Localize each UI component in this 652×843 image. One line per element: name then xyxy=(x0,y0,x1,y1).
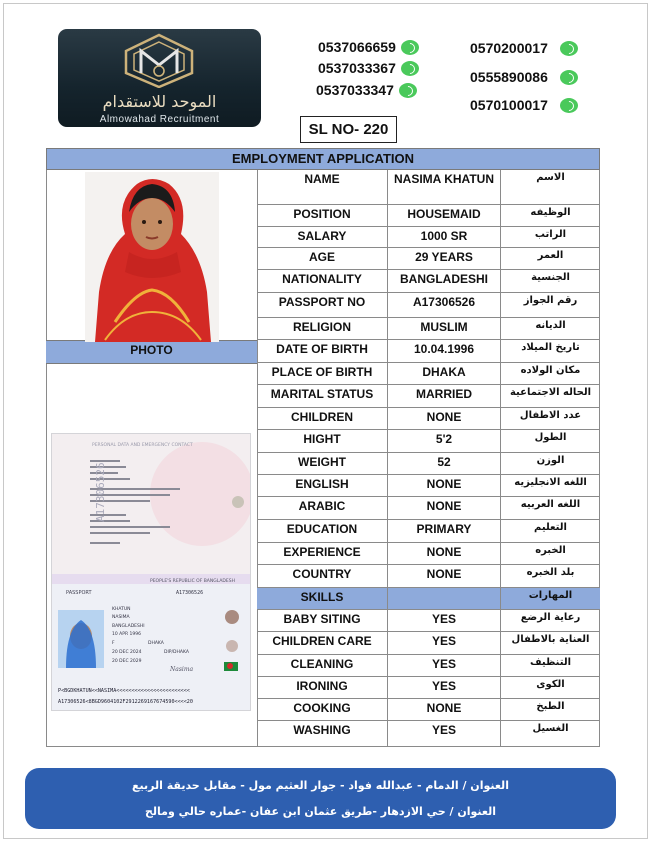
field-value: MARRIED xyxy=(388,385,501,407)
logo-arabic-name: الموحد للاستقدام xyxy=(102,92,217,111)
field-label: WASHING xyxy=(257,721,388,746)
table-row xyxy=(257,721,600,747)
passport-dob: 10 APR 1996 xyxy=(112,632,141,637)
field-label: RELIGION xyxy=(257,318,388,339)
field-arabic-label: الكوى xyxy=(536,679,565,690)
field-value: YES xyxy=(388,632,501,654)
whatsapp-icon xyxy=(401,40,419,55)
phone-number: 0537033347 xyxy=(316,82,394,98)
field-label: POSITION xyxy=(257,205,388,226)
phone-number: 0555890086 xyxy=(470,69,548,85)
field-arabic-label: اللغه العربيه xyxy=(520,499,581,510)
field-label: NATIONALITY xyxy=(257,270,388,292)
field-arabic-label: الطبخ xyxy=(536,701,565,712)
field-arabic-label: التنظيف xyxy=(529,657,572,668)
field-label: IRONING xyxy=(257,677,388,698)
table-row xyxy=(257,677,600,699)
field-label: HIGHT xyxy=(257,430,388,452)
table-row xyxy=(257,408,600,430)
field-value: NASIMA KHATUN xyxy=(388,170,501,204)
phone-right-2[interactable] xyxy=(470,67,578,87)
field-value: NONE xyxy=(388,475,501,496)
passport-issue-date: 20 DEC 2024 xyxy=(112,650,142,655)
field-arabic-label: عدد الاطفال xyxy=(519,410,582,421)
phone-right-3[interactable] xyxy=(470,95,578,115)
passport-scan xyxy=(51,433,251,711)
whatsapp-icon xyxy=(560,70,578,85)
field-value: YES xyxy=(388,610,501,631)
field-value: NONE xyxy=(388,497,501,519)
field-label: BABY SITING xyxy=(257,610,388,631)
field-value: A17306526 xyxy=(388,293,501,317)
field-value: DHAKA xyxy=(388,363,501,384)
passport-signature: Nasima xyxy=(170,666,194,673)
field-arabic-label: الغسيل xyxy=(532,723,569,734)
address-footer xyxy=(25,768,616,829)
field-value: PRIMARY xyxy=(388,520,501,542)
field-arabic-label: مكان الولاده xyxy=(520,365,581,376)
candidate-photo xyxy=(85,172,219,342)
table-row xyxy=(257,632,600,655)
field-arabic-label: الحاله الاجتماعية xyxy=(509,387,592,398)
table-row xyxy=(257,543,600,565)
field-label: NAME xyxy=(257,170,388,204)
phone-number: 0537033367 xyxy=(318,60,396,76)
field-arabic-label: اللغه الانجليزيه xyxy=(514,477,587,488)
field-value: YES xyxy=(388,721,501,746)
field-arabic-label: الجنسية xyxy=(531,272,570,283)
phone-left-2[interactable] xyxy=(318,58,419,78)
field-label: COOKING xyxy=(257,699,388,720)
table-row xyxy=(257,655,600,677)
field-label: AGE xyxy=(257,248,388,269)
field-value: YES xyxy=(388,655,501,676)
field-arabic-label: العناية بالاطفال xyxy=(511,634,590,645)
address-line-2: العنوان / حي الازدهار -طريق عثمان ابن عفان -عماره حالي ومالح xyxy=(144,805,497,818)
field-arabic-label: الاسم xyxy=(536,172,565,183)
phone-number: 0570100017 xyxy=(470,97,548,113)
field-label: COUNTRY xyxy=(257,565,388,587)
field-arabic-label: تاريخ الميلاد xyxy=(521,342,580,353)
field-arabic-label: الطول xyxy=(534,432,567,443)
field-value xyxy=(388,588,501,609)
passport-place-of-birth: DHAKA xyxy=(148,641,164,646)
svg-text:PERSONAL DATA AND EMERGENCY CO: PERSONAL DATA AND EMERGENCY CONTACT xyxy=(92,443,193,448)
passport-expiry-date: 20 DEC 2029 xyxy=(112,659,142,664)
field-arabic-label: المهارات xyxy=(528,590,573,601)
table-row xyxy=(257,430,600,453)
field-label: ARABIC xyxy=(257,497,388,519)
company-logo xyxy=(58,29,261,127)
field-label: CHILDREN CARE xyxy=(257,632,388,654)
field-value: NONE xyxy=(388,699,501,720)
field-label: SALARY xyxy=(257,227,388,247)
table-row xyxy=(257,270,600,293)
table-row xyxy=(257,385,600,408)
table-row xyxy=(257,340,600,363)
passport-header: PEOPLE'S REPUBLIC OF BANGLADESH xyxy=(150,579,235,584)
whatsapp-icon xyxy=(560,41,578,56)
field-arabic-label: الخبره xyxy=(535,545,566,556)
field-value: NONE xyxy=(388,408,501,429)
passport-number: A17306526 xyxy=(176,590,204,596)
field-label: DATE OF BIRTH xyxy=(257,340,388,362)
field-label: PLACE OF BIRTH xyxy=(257,363,388,384)
field-value: YES xyxy=(388,677,501,698)
table-row xyxy=(257,497,600,520)
phone-right-1[interactable] xyxy=(470,38,578,58)
table-row xyxy=(257,699,600,721)
table-row xyxy=(257,293,600,318)
table-row xyxy=(257,248,600,270)
table-row xyxy=(257,363,600,385)
table-row xyxy=(257,318,600,340)
field-arabic-label: رعاية الرضع xyxy=(520,612,581,623)
logo-english-name: Almowahad Recruitment xyxy=(99,114,220,125)
form-title: EMPLOYMENT APPLICATION xyxy=(46,148,600,170)
field-value: NONE xyxy=(388,543,501,564)
table-row xyxy=(257,610,600,632)
svg-text:A17306526: A17306526 xyxy=(94,462,107,522)
phone-number: 0570200017 xyxy=(470,40,548,56)
table-row xyxy=(257,170,600,205)
address-line-1: العنوان / الدمام - عبدالله فواد - جوار العثيم مول - مقابل حديقة الربيع xyxy=(132,779,509,792)
field-label: MARITAL STATUS xyxy=(257,385,388,407)
field-value: BANGLADESHI xyxy=(388,270,501,292)
table-row xyxy=(257,205,600,227)
field-label: EXPERIENCE xyxy=(257,543,388,564)
passport-mrz-line-1: P<BGDKHATUN<<NASIMA<<<<<<<<<<<<<<<<<<<<<<<< xyxy=(58,688,190,694)
logo-emblem-icon xyxy=(124,33,194,88)
field-value: 52 xyxy=(388,453,501,474)
field-arabic-label: الوزن xyxy=(536,455,565,466)
passport-authority: DIP/DHAKA xyxy=(164,650,189,655)
field-label: WEIGHT xyxy=(257,453,388,474)
field-label: EDUCATION xyxy=(257,520,388,542)
table-row xyxy=(257,588,600,610)
field-label: CHILDREN xyxy=(257,408,388,429)
field-value: 29 YEARS xyxy=(388,248,501,269)
field-arabic-label: الوظيفه xyxy=(530,207,571,218)
field-value: 10.04.1996 xyxy=(388,340,501,362)
field-label: PASSPORT NO xyxy=(257,293,388,317)
field-arabic-label: بلد الخبره xyxy=(526,567,575,578)
passport-mrz-line-2: A17306526<8BGD9604102F2912269167674590<<<<20 xyxy=(58,699,193,705)
field-arabic-label: الديانه xyxy=(535,320,566,331)
field-label: ENGLISH xyxy=(257,475,388,496)
field-value: 5'2 xyxy=(388,430,501,452)
photo-label: PHOTO xyxy=(46,340,257,364)
passport-type: PASSPORT xyxy=(66,590,92,596)
whatsapp-icon xyxy=(401,61,419,76)
field-arabic-label: التعليم xyxy=(534,522,567,533)
passport-sex: F xyxy=(112,641,115,646)
field-label: CLEANING xyxy=(257,655,388,676)
passport-nationality: BANGLADESHI xyxy=(112,624,145,629)
field-value: 1000 SR xyxy=(388,227,501,247)
phone-number: 0537066659 xyxy=(318,39,396,55)
field-label: SKILLS xyxy=(257,588,388,609)
phone-left-3[interactable] xyxy=(316,80,417,100)
passport-surname: KHATUN xyxy=(112,607,131,612)
table-row xyxy=(257,520,600,543)
field-arabic-label: الراتب xyxy=(534,229,567,240)
table-row xyxy=(257,475,600,497)
table-row xyxy=(257,227,600,248)
passport-given-name: NASIMA xyxy=(112,615,130,620)
field-arabic-label: رقم الجواز xyxy=(523,295,578,306)
field-arabic-label: العمر xyxy=(537,250,564,261)
table-row xyxy=(257,565,600,588)
serial-number: SL NO- 220 xyxy=(300,116,397,143)
phone-left-1[interactable] xyxy=(318,37,419,57)
field-value: NONE xyxy=(388,565,501,587)
whatsapp-icon xyxy=(399,83,417,98)
whatsapp-icon xyxy=(560,98,578,113)
field-value: MUSLIM xyxy=(388,318,501,339)
table-row xyxy=(257,453,600,475)
field-value: HOUSEMAID xyxy=(388,205,501,226)
